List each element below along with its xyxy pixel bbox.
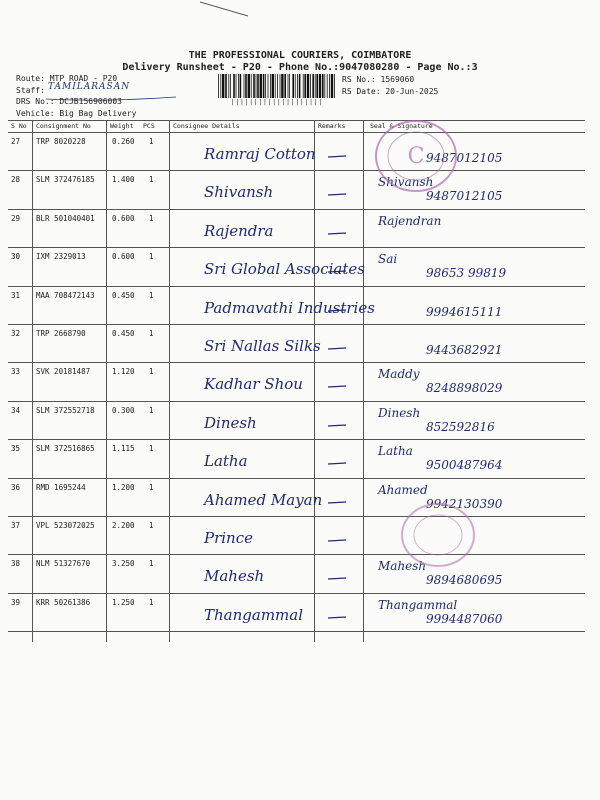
runsheet-title: Delivery Runsheet - P20 - Phone No.:9047080280 - Page No.:3 — [122, 62, 478, 73]
remarks-dash — [324, 381, 354, 391]
rs-number: RS No.: 1569060 — [342, 75, 415, 84]
staff-name-handwritten: TAMILARASAN — [48, 82, 131, 92]
weight: 0.260 — [112, 137, 135, 146]
serial-number: 30 — [11, 252, 21, 262]
route-label: Route: MTP ROAD - P20 — [16, 74, 118, 83]
pieces: 1 — [149, 597, 154, 607]
scratch-mark — [200, 0, 248, 18]
consignee-name: Ahamed Mayan — [204, 490, 323, 509]
remarks-dash — [324, 420, 354, 430]
consignee-name: Rajendra — [204, 221, 274, 240]
weight: 0.600 — [112, 252, 135, 262]
barcode-text: |||||||||||||||||||| — [230, 99, 324, 106]
table-row — [8, 133, 585, 171]
recipient-phone: 98653 99819 — [426, 266, 507, 281]
consignee-name: Shivansh — [204, 183, 274, 202]
consignment-number: RMD 1695244 — [36, 482, 86, 492]
serial-number: 33 — [11, 367, 21, 377]
table-row — [8, 440, 585, 478]
table-row — [8, 555, 585, 593]
recipient-phone: 9443682921 — [426, 343, 503, 357]
consignment-number: MAA 708472143 — [36, 290, 95, 300]
drs-label: DRS No.: — [16, 97, 55, 106]
consignment-number: NLM 51327670 — [36, 559, 91, 569]
recipient-signature: Ahamed — [378, 482, 428, 497]
table-row — [8, 363, 585, 401]
remarks-dash — [324, 497, 354, 507]
pieces: 1 — [149, 405, 154, 415]
consignment-number: SLM 372516865 — [36, 444, 95, 454]
drs-value: DCJB156906003 — [59, 97, 122, 106]
pieces: 1 — [149, 329, 154, 338]
pieces: 1 — [149, 137, 154, 146]
consignment-number: IXM 2329013 — [36, 252, 86, 262]
pieces: 1 — [149, 559, 154, 569]
col-sno: S No — [11, 122, 27, 130]
company-name: THE PROFESSIONAL COURIERS, COIMBATORE — [188, 50, 412, 61]
weight: 0.450 — [112, 329, 135, 338]
col-consignment: Consignment No — [36, 122, 91, 130]
col-seal-signature: Seal & Signature — [370, 122, 433, 130]
consignee-name: Mahesh — [204, 567, 265, 586]
table-row — [8, 517, 585, 555]
company-seal-stamp — [372, 116, 460, 196]
table-row — [8, 248, 585, 286]
drs-number — [16, 97, 122, 106]
serial-number: 31 — [11, 290, 21, 300]
consignee-name: Kadhar Shou — [204, 375, 303, 394]
serial-number: 28 — [11, 175, 21, 185]
pieces: 1 — [149, 521, 154, 530]
weight: 3.250 — [112, 559, 135, 569]
recipient-signature: Thangammal — [378, 597, 458, 612]
barcode — [218, 74, 336, 98]
recipient-signature: Sai — [378, 252, 398, 267]
serial-number: 35 — [11, 444, 21, 454]
consignment-number: SLM 372552718 — [36, 405, 95, 415]
weight: 2.200 — [112, 521, 135, 530]
consignee-name: Padmavathi Industries — [204, 298, 375, 317]
consignment-number: TRP 8020228 — [36, 137, 86, 146]
company-seal-stamp-2 — [398, 500, 478, 570]
recipient-phone: 852592816 — [426, 419, 495, 434]
recipient-phone: 8248898029 — [426, 381, 503, 396]
recipient-signature: Rajendran — [378, 213, 442, 228]
col-remarks: Remarks — [318, 122, 346, 130]
table-row — [8, 594, 585, 632]
consignee-name: Sri Nallas Silks — [204, 337, 321, 355]
consignment-number: TRP 2668790 — [36, 329, 86, 338]
recipient-phone: 9487012105 — [426, 189, 503, 204]
consignee-name: Dinesh — [204, 413, 257, 432]
weight: 1.200 — [112, 482, 135, 492]
consignment-number: BLR 501040401 — [36, 213, 95, 223]
remarks-dash — [324, 189, 354, 199]
recipient-phone: 9942130390 — [426, 496, 503, 511]
consignment-number: SVK 20181487 — [36, 367, 91, 377]
remarks-dash — [324, 535, 354, 545]
recipient-signature: Mahesh — [378, 559, 427, 574]
pieces: 1 — [149, 175, 154, 185]
remarks-dash — [324, 573, 354, 583]
remarks-dash — [324, 458, 354, 468]
recipient-phone: 9487012105 — [426, 151, 503, 165]
consignment-number: VPL 523072025 — [36, 521, 95, 530]
serial-number: 39 — [11, 597, 21, 607]
weight: 0.450 — [112, 290, 135, 300]
delivery-table — [8, 120, 585, 642]
row-divider — [8, 631, 585, 632]
consignee-name: Thangammal — [204, 605, 304, 624]
table-row — [8, 210, 585, 248]
vehicle-label: Vehicle: Big Bag Delivery — [16, 109, 137, 118]
col-weight: Weight — [110, 122, 134, 130]
table-row — [8, 402, 585, 440]
remarks-dash — [324, 305, 354, 315]
weight: 0.300 — [112, 405, 135, 415]
pieces: 1 — [149, 213, 154, 223]
consignment-number: KRR 50261386 — [36, 597, 91, 607]
pieces: 1 — [149, 482, 154, 492]
pieces: 1 — [149, 252, 154, 262]
remarks-dash — [324, 612, 354, 622]
remarks-dash — [324, 151, 354, 161]
table-row — [8, 287, 585, 325]
consignee-name: Prince — [204, 529, 253, 547]
pieces: 1 — [149, 290, 154, 300]
weight: 1.115 — [112, 444, 135, 454]
recipient-signature: Shivansh — [378, 175, 434, 190]
recipient-signature: Latha — [378, 444, 413, 459]
serial-number: 34 — [11, 405, 21, 415]
serial-number: 32 — [11, 329, 21, 338]
recipient-phone: 9994615111 — [426, 304, 503, 319]
svg-text:C: C — [407, 144, 425, 169]
table-row — [8, 479, 585, 517]
serial-number: 27 — [11, 137, 21, 146]
remarks-dash — [324, 343, 354, 353]
col-pcs: PCS — [143, 122, 155, 130]
weight: 1.250 — [112, 597, 135, 607]
serial-number: 29 — [11, 213, 21, 223]
rs-date: RS Date: 20-Jun-2025 — [342, 87, 439, 96]
recipient-phone: 9500487964 — [426, 458, 503, 473]
weight: 1.120 — [112, 367, 135, 377]
remarks-dash — [324, 266, 354, 276]
recipient-phone: 9994487060 — [426, 611, 503, 626]
col-consignee: Consignee Details — [173, 122, 240, 130]
recipient-signature: Dinesh — [378, 405, 421, 420]
serial-number: 36 — [11, 482, 21, 492]
consignee-name: Latha — [204, 452, 248, 471]
pieces: 1 — [149, 444, 154, 454]
staff-label: Staff: — [16, 86, 45, 95]
serial-number: 37 — [11, 521, 21, 530]
table-row — [8, 325, 585, 363]
weight: 0.600 — [112, 213, 135, 223]
table-header — [8, 120, 585, 132]
consignee-name: Ramraj Cotton — [204, 145, 316, 163]
serial-number: 38 — [11, 559, 21, 569]
recipient-signature: Maddy — [378, 367, 420, 382]
recipient-phone: 9894680695 — [426, 573, 503, 588]
consignment-number: SLM 372476185 — [36, 175, 95, 185]
consignee-name: Sri Global Associates — [204, 260, 365, 279]
weight: 1.400 — [112, 175, 135, 185]
remarks-dash — [324, 228, 354, 238]
table-row — [8, 171, 585, 209]
pieces: 1 — [149, 367, 154, 377]
